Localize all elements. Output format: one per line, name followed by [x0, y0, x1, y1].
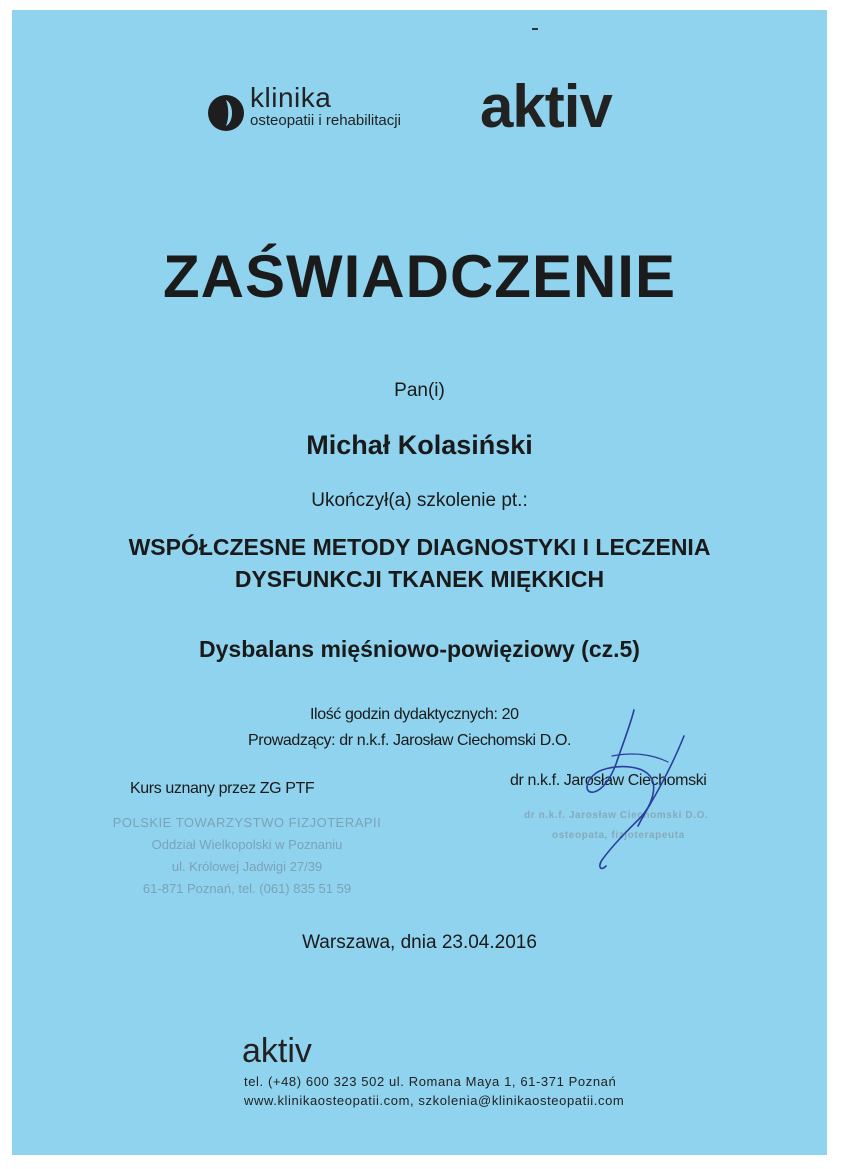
- recipient-name: Michał Kolasiński: [306, 430, 533, 460]
- completed-text: Ukończył(a) szkolenie pt.:: [311, 490, 528, 511]
- certificate-title: ZAŚWIADCZENIE: [163, 243, 676, 310]
- stamp-line: POLSKIE TOWARZYSTWO FIZJOTERAPII: [112, 815, 382, 830]
- scan-mark: [532, 28, 538, 30]
- aktiv-logo-top: aktiv: [480, 73, 612, 140]
- signatory-stamp-line: dr n.k.f. Jarosław Ciechomski D.O.: [524, 810, 709, 821]
- stamp-line: Oddział Wielkopolski w Poznaniu: [151, 837, 343, 852]
- ptf-stamp: [112, 812, 382, 900]
- lecturer-text: Prowadzący: dr n.k.f. Jarosław Ciechomski D.O.: [248, 732, 572, 749]
- signatory-stamp-line: osteopata, fizjoterapeuta: [552, 830, 685, 841]
- course-title-line2: DYSFUNKCJI TKANEK MIĘKKICH: [234, 566, 605, 592]
- issue-date: Warszawa, dnia 23.04.2016: [302, 932, 537, 953]
- klinika-logo-subtitle: osteopatii i rehabilitacji: [250, 112, 401, 129]
- salutation: Pan(i): [394, 380, 445, 401]
- hours-text: Ilość godzin dydaktycznych: 20: [310, 706, 519, 723]
- course-title-line1: WSPÓŁCZESNE METODY DIAGNOSTYKI I LECZENIA: [128, 534, 711, 560]
- stamp-line: ul. Królowej Jadwigi 27/39: [171, 859, 323, 874]
- contact-line-web-email: www.klinikaosteopatii.com, szkolenia@klinikaosteopatii.com: [244, 1093, 625, 1108]
- stamp-line: 61-871 Poznań, tel. (061) 835 51 59: [142, 881, 352, 896]
- contact-line-phone-address: tel. (+48) 600 323 502 ul. Romana Maya 1, 61-371 Poznań: [244, 1074, 617, 1089]
- handwritten-signature: [572, 706, 712, 876]
- recognition-label: Kurs uznany przez ZG PTF: [130, 780, 315, 797]
- course-part: Dysbalans mięśniowo-powięziowy (cz.5): [199, 636, 640, 662]
- signatory-name: dr n.k.f. Jarosław Ciechomski: [510, 772, 707, 789]
- klinika-logo-icon: [207, 94, 245, 132]
- klinika-logo-name: klinika: [250, 82, 332, 113]
- certificate-sheet: [12, 10, 827, 1155]
- aktiv-logo-bottom: aktiv: [242, 1032, 312, 1070]
